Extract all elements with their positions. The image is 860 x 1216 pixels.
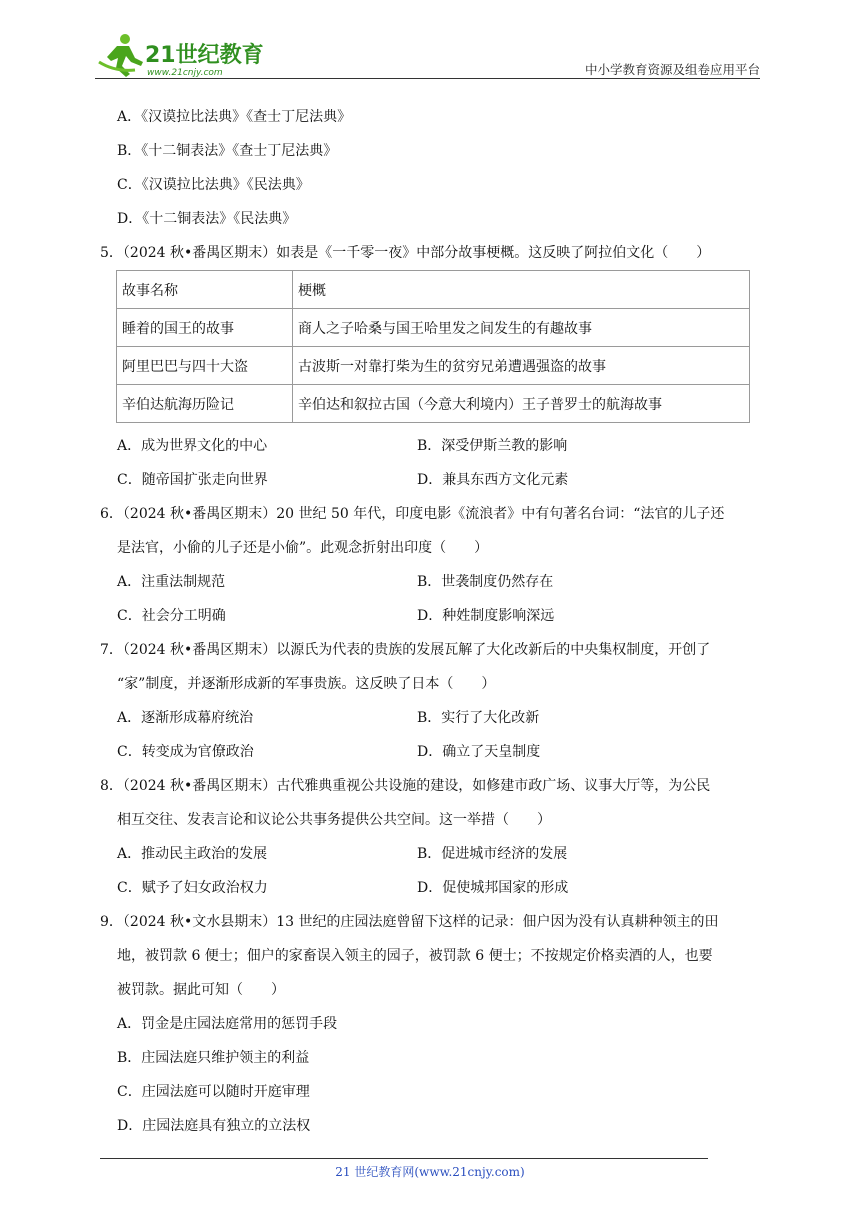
question-9 xyxy=(100,905,764,1143)
q9-option-b: B．庄园法庭只维护领主的利益 xyxy=(117,1050,310,1066)
question-4-options xyxy=(100,100,764,236)
question-6 xyxy=(100,497,764,633)
q5-option-c: C．随帝国扩张走向世界 xyxy=(117,472,268,488)
q4-option-c: C．《汉谟拉比法典》《民法典》 xyxy=(117,177,310,193)
site-logo xyxy=(95,32,265,78)
table-header-row xyxy=(117,271,750,309)
question-content xyxy=(100,100,764,1143)
question-8 xyxy=(100,769,764,905)
q5-option-a: A．成为世界文化的中心 xyxy=(117,438,268,454)
q5-option-d: D．兼具东西方文化元素 xyxy=(417,472,569,488)
q8-options-row2 xyxy=(100,871,764,905)
q7-option-a: A．逐渐形成幕府统治 xyxy=(117,710,254,726)
q4-option-d: D．《十二铜表法》《民法典》 xyxy=(117,211,297,227)
header-divider xyxy=(95,78,760,79)
footer-link[interactable]: 21 世纪教育网(www.21cnjy.com) xyxy=(335,1165,525,1179)
q8-stem-line1: 8．（2024 秋•番禺区期末）古代雅典重视公共设施的建设，如修建市政广场、议事大厅等，为公民 xyxy=(100,778,711,794)
table-row xyxy=(117,309,750,347)
q9-stem-line3: 被罚款。据此可知（ ） xyxy=(117,982,285,998)
q8-option-c: C．赋予了妇女政治权力 xyxy=(117,880,268,896)
q9-stem-line2: 地，被罚款 6 便士；佃户的家畜误入领主的园子，被罚款 6 便士；不按规定价格卖酒的人，也要 xyxy=(117,948,713,964)
platform-name: 中小学教育资源及组卷应用平台 xyxy=(584,62,760,77)
q7-stem-line2: “家”制度，并逐渐形成新的军事贵族。这反映了日本（ ） xyxy=(117,676,496,692)
q6-option-c: C．社会分工明确 xyxy=(117,608,226,624)
table-row xyxy=(117,347,750,385)
q6-stem-line1: 6．（2024 秋•番禺区期末）20 世纪 50 年代，印度电影《流浪者》中有句著名台词：“法官的儿子还 xyxy=(100,506,725,522)
q5-stem: 5．（2024 秋•番禺区期末）如表是《一千零一夜》中部分故事梗概。这反映了阿拉伯文化（ ） xyxy=(100,245,711,261)
story-table xyxy=(116,270,750,423)
footer-divider xyxy=(100,1158,708,1159)
q4-option-a: A．《汉谟拉比法典》《查士丁尼法典》 xyxy=(117,109,352,125)
question-5 xyxy=(100,236,764,497)
q6-option-b: B．世袭制度仍然存在 xyxy=(417,574,554,590)
q8-options-row1 xyxy=(100,837,764,871)
q9-option-a: A．罚金是庄园法庭常用的惩罚手段 xyxy=(117,1016,338,1032)
q9-option-c: C．庄园法庭可以随时开庭审理 xyxy=(117,1084,310,1100)
q8-option-a: A．推动民主政治的发展 xyxy=(117,846,268,862)
table-header-cell: 故事名称 xyxy=(117,271,293,309)
q9-stem-line1: 9．（2024 秋•文水县期末）13 世纪的庄园法庭曾留下这样的记录：佃户因为没有认真耕种领主的田 xyxy=(100,914,719,930)
q5-options-row1 xyxy=(100,429,764,463)
q5-option-b: B．深受伊斯兰教的影响 xyxy=(417,438,568,454)
q7-option-d: D．确立了天皇制度 xyxy=(417,744,541,760)
q6-options-row1 xyxy=(100,565,764,599)
table-cell: 辛伯达航海历险记 xyxy=(117,385,293,423)
q7-options-row1 xyxy=(100,701,764,735)
svg-text:www.21cnjy.com: www.21cnjy.com xyxy=(147,68,223,78)
table-cell: 古波斯一对靠打柴为生的贫穷兄弟遭遇强盗的故事 xyxy=(293,347,750,385)
question-7 xyxy=(100,633,764,769)
q8-stem-line2: 相互交往、发表言论和议论公共事务提供公共空间。这一举措（ ） xyxy=(117,812,551,828)
q9-option-d: D．庄园法庭具有独立的立法权 xyxy=(117,1118,311,1134)
q7-option-b: B．实行了大化改新 xyxy=(417,710,540,726)
q8-option-d: D．促使城邦国家的形成 xyxy=(417,880,569,896)
table-row xyxy=(117,385,750,423)
page-header xyxy=(95,30,760,80)
q6-option-d: D．种姓制度影响深远 xyxy=(417,608,555,624)
q7-option-c: C．转变成为官僚政治 xyxy=(117,744,254,760)
table-cell: 阿里巴巴与四十大盗 xyxy=(117,347,293,385)
svg-text:21世纪教育: 21世纪教育 xyxy=(145,43,264,68)
q7-stem-line1: 7．（2024 秋•番禺区期末）以源氏为代表的贵族的发展瓦解了大化改新后的中央集权制度，开创了 xyxy=(100,642,711,658)
table-cell: 辛伯达和叙拉古国（今意大利境内）王子普罗士的航海故事 xyxy=(293,385,750,423)
q8-option-b: B．促进城市经济的发展 xyxy=(417,846,568,862)
q6-options-row2 xyxy=(100,599,764,633)
table-cell: 商人之子哈桑与国王哈里发之间发生的有趣故事 xyxy=(293,309,750,347)
q6-stem-line2: 是法官，小偷的儿子还是小偷”。此观念折射出印度（ ） xyxy=(117,540,489,556)
q4-option-b: B．《十二铜表法》《查士丁尼法典》 xyxy=(117,143,338,159)
q7-options-row2 xyxy=(100,735,764,769)
table-header-cell: 梗概 xyxy=(293,271,750,309)
q6-option-a: A．注重法制规范 xyxy=(117,574,226,590)
table-cell: 睡着的国王的故事 xyxy=(117,309,293,347)
q5-options-row2 xyxy=(100,463,764,497)
